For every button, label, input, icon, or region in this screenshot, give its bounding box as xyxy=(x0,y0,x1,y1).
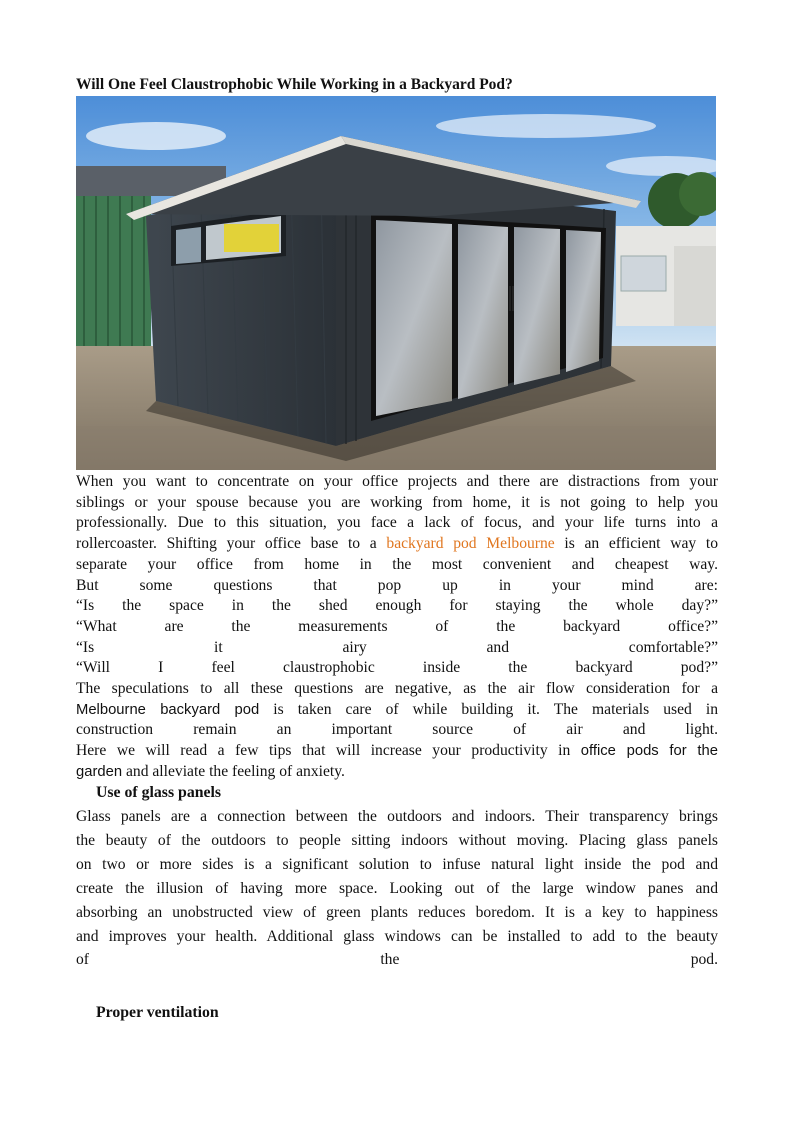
intro-line: When you want to concentrate on your office projects and there are distractions from your xyxy=(76,473,718,490)
glass-panels-text xyxy=(76,805,718,972)
intro-line: professionally. Due to this situation, you face a lack of focus, and your life turns into a xyxy=(76,514,718,532)
photo-icon xyxy=(76,96,716,470)
intro-line xyxy=(76,741,718,762)
intro-text xyxy=(76,472,718,783)
intro-line xyxy=(76,700,718,721)
intro-text-run: and alleviate the feeling of anxiety. xyxy=(122,762,345,780)
section-line: the beauty of the outdoors to people sitting indoors without moving. Placing glass panels xyxy=(76,831,718,849)
intro-text-run: Here we will read a few tips that will increase your productivity in xyxy=(76,742,581,760)
intro-line xyxy=(76,534,718,555)
question-3: “Is it airy and comfortable?” xyxy=(76,638,718,656)
intro-text-run: rollercoaster. Shifting your office base to a xyxy=(76,535,387,553)
intro-text-run: is an efficient way to xyxy=(554,535,718,553)
question-1: “Is the space in the shed enough for staying the whole day?” xyxy=(76,597,718,615)
section-line: on two or more sides is a significant solution to infuse natural light inside the pod and xyxy=(76,855,718,873)
intro-line: separate your office from home in the most convenient and cheapest way. xyxy=(76,555,718,573)
section-line: and improves your health. Additional glass windows can be installed to add to the beauty xyxy=(76,927,718,945)
section-line: absorbing an unobstructed view of green plants reduces boredom. It is a key to happiness xyxy=(76,903,718,921)
question-4: “Will I feel claustrophobic inside the backyard pod?” xyxy=(76,659,718,677)
backyard-pod-melbourne-link[interactable]: backyard pod Melbourne xyxy=(386,535,555,553)
intro-line: siblings or your spouse because you are working from home, it is not going to help you xyxy=(76,493,718,511)
intro-line xyxy=(76,762,718,783)
backyard-pod-photo xyxy=(76,96,716,470)
question-2: “What are the measurements of the backyard office?” xyxy=(76,617,718,635)
intro-text-run: is taken care of while building it. The materials used in xyxy=(259,700,719,718)
garden-link[interactable]: garden xyxy=(76,763,123,780)
section-line: create the illusion of having more space. Looking out of the large window panes and xyxy=(76,879,718,897)
office-pods-link[interactable]: office pods for the xyxy=(580,743,718,760)
melbourne-backyard-pod-link[interactable]: Melbourne backyard pod xyxy=(76,701,260,718)
section-heading-ventilation: Proper ventilation xyxy=(96,1004,219,1021)
section-line: of the pod. xyxy=(76,951,718,969)
page-title: Will One Feel Claustrophobic While Working in a Backyard Pod? xyxy=(76,76,513,93)
intro-line: But some questions that pop up in your mind are: xyxy=(76,576,718,594)
intro-line: construction remain an important source of air and light. xyxy=(76,721,718,739)
section-heading-glass-panels: Use of glass panels xyxy=(96,784,222,801)
intro-line: The speculations to all these questions are negative, as the air flow consideration for a xyxy=(76,680,718,698)
section-line: Glass panels are a connection between the outdoors and indoors. Their transparency brings xyxy=(76,808,718,825)
